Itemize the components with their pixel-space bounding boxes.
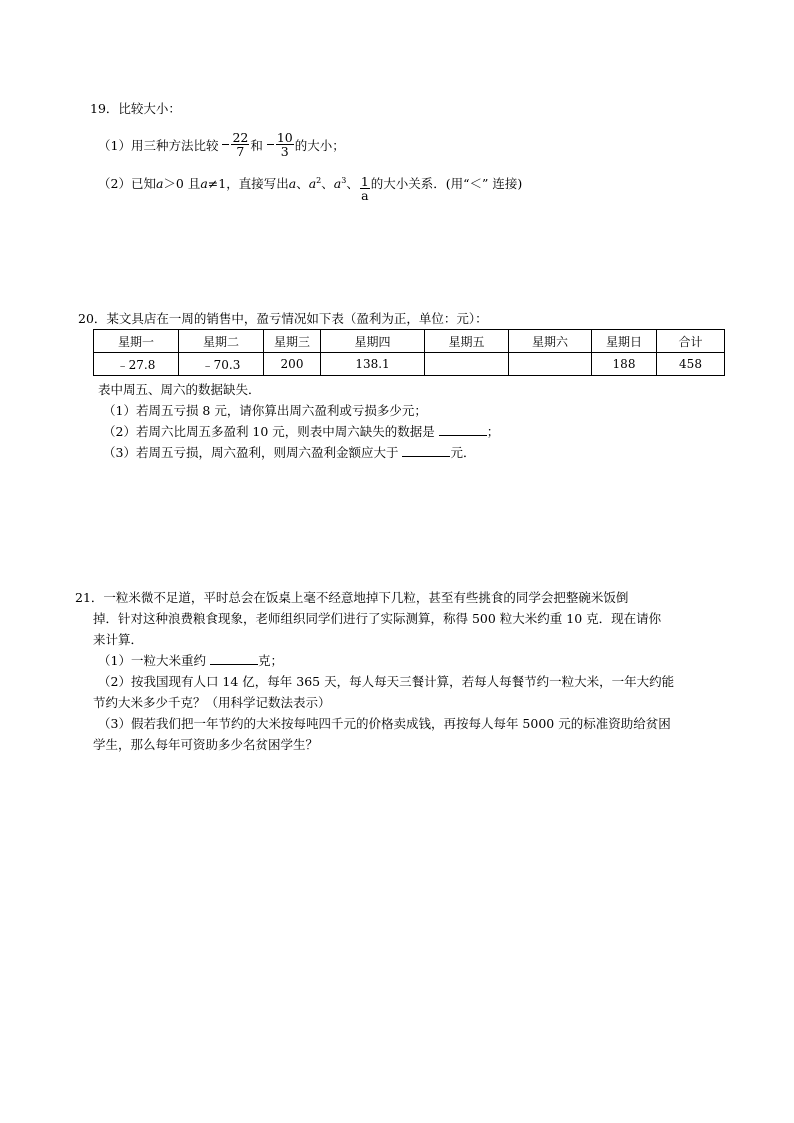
table-header-cell: 合计: [657, 330, 725, 353]
fraction-10-3: [276, 131, 294, 158]
table-header-cell: 星期日: [592, 330, 657, 353]
q20-p2-prefix: （2）若周六比周五多盈利 10 元，则表中周六缺失的数据是: [103, 424, 439, 439]
table-header-row: [94, 330, 725, 353]
minus-sign: [222, 144, 229, 145]
table-cell: 458: [657, 353, 725, 376]
q19-part2: [98, 170, 523, 204]
table-cell: ﹣70.3: [179, 353, 264, 376]
q21-line2: 掉．针对这种浪费粮食现象，老师组织同学们进行了实际测算，称得 500 粒大米约重 10 克．现在请你: [93, 611, 662, 626]
fraction-numerator: 1: [360, 174, 369, 190]
q19-title: 19．比较大小：: [90, 101, 181, 116]
table-cell: 200: [264, 353, 321, 376]
table-cell: 188: [592, 353, 657, 376]
q21-p1-suffix: 克；: [257, 653, 283, 668]
table-header-cell: 星期三: [264, 330, 321, 353]
q19-p2-cond2: ≠1，直接写出: [207, 176, 289, 192]
q21-line3: 来计算．: [93, 632, 144, 647]
q21-line1: 21．一粒米微不足道，平时总会在饭桌上毫不经意地掉下几粒，甚至有些挑食的同学会把整碗米饭倒: [75, 590, 629, 605]
q20-p3-prefix: （3）若周五亏损，周六盈利，则周六盈利金额应大于: [103, 445, 403, 460]
q20-part2: [103, 424, 499, 440]
answer-blank[interactable]: [439, 424, 487, 436]
q19-p2-suffix: 的大小关系．(用“＜” 连接): [370, 176, 523, 192]
var-a: a: [288, 176, 297, 192]
q21-part3-line2: 学生，那么每年可资助多少名贫困学生？: [93, 737, 319, 752]
var-a: a: [200, 176, 208, 192]
fraction-denominator: 7: [236, 144, 245, 159]
fraction-denominator: a: [361, 188, 369, 204]
fraction-denominator: 3: [280, 144, 289, 159]
q19-p2-cond1: ＞0 且: [163, 176, 201, 192]
answer-blank[interactable]: [210, 653, 258, 665]
q19-p1-suffix: 的大小；: [294, 138, 345, 153]
q19-p2-prefix: （2）已知: [98, 176, 156, 192]
q20-title: 20．某文具店在一周的销售中，盈亏情况如下表（盈利为正，单位：元）：: [78, 311, 488, 326]
q21-part2-line1: （2）按我国现有人口 14 亿，每年 365 天，每人每天三餐计算，若每人每餐节约一粒大米，一年大约能: [98, 674, 675, 689]
q21-part2-line2: 节约大米多少千克？（用科学记数法表示）: [93, 695, 331, 710]
fraction-22-7: [231, 131, 249, 158]
q21-part3-line1: （3）假若我们把一年节约的大米按每吨四千元的价格卖成钱，再按每人每年 5000 元的标准资助给贫困: [98, 716, 671, 731]
table-row: [94, 353, 725, 376]
table-cell: ﹣27.8: [94, 353, 179, 376]
fraction-numerator: 22: [232, 130, 249, 145]
exponent-2: 2: [316, 176, 322, 185]
table-header-cell: 星期二: [179, 330, 264, 353]
fraction-numerator: 10: [276, 130, 293, 145]
table-header-cell: 星期六: [509, 330, 592, 353]
table-cell: [425, 353, 509, 376]
q19-p1-mid: 和: [250, 138, 267, 153]
comma: 、: [296, 176, 309, 192]
q20-part3: [103, 445, 475, 461]
q20-part1: （1）若周五亏损 8 元，请你算出周六盈利或亏损多少元；: [103, 403, 427, 418]
table-cell: [509, 353, 592, 376]
fraction-1-over-a: [360, 175, 370, 202]
profit-loss-table: [93, 329, 725, 376]
minus-sign: [267, 144, 274, 145]
comma: 、: [346, 176, 359, 192]
q20-note: 表中周五、周六的数据缺失．: [98, 382, 261, 397]
var-a: a: [333, 176, 342, 192]
table-cell: 138.1: [321, 353, 425, 376]
q20-p2-suffix: ；: [486, 424, 500, 439]
table-header-cell: 星期一: [94, 330, 179, 353]
q20-p3-suffix: 元．: [450, 445, 476, 460]
answer-blank[interactable]: [402, 445, 450, 457]
var-a: a: [308, 176, 317, 192]
table-header-cell: 星期四: [321, 330, 425, 353]
var-a: a: [155, 176, 164, 192]
table-header-cell: 星期五: [425, 330, 509, 353]
q19-part1: [98, 131, 345, 161]
comma: 、: [321, 176, 334, 192]
q21-p1-prefix: （1）一粒大米重约: [98, 653, 210, 668]
q19-p1-prefix: （1）用三种方法比较: [98, 138, 223, 153]
exponent-3: 3: [341, 176, 347, 185]
q21-part1: [98, 653, 283, 669]
